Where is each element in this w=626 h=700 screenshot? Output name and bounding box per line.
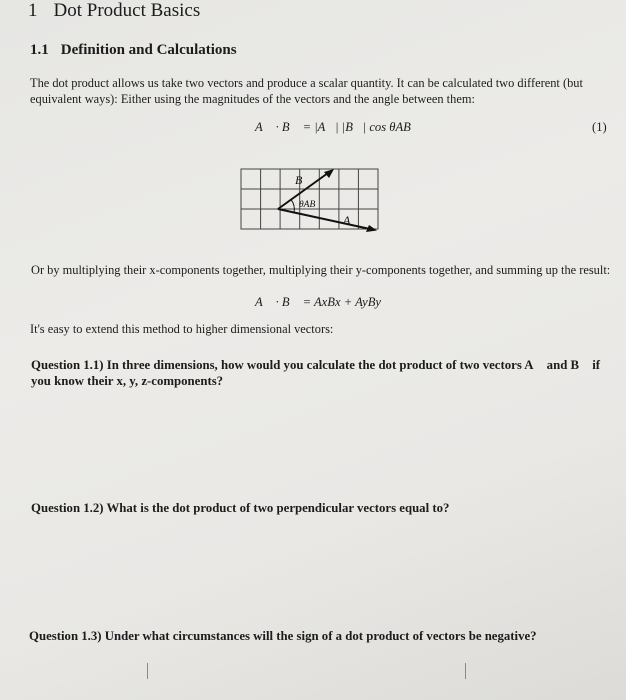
subsection-title: Definition and Calculations <box>60 42 237 58</box>
section-title: Dot Product Basics <box>53 0 201 21</box>
components-paragraph: Or by multiplying their x-components together, multiplying their y-components together, and summing up the result: <box>31 263 611 277</box>
label-a: A⃗ <box>343 213 360 227</box>
text-cursor-left <box>147 663 148 679</box>
section-number: 1 <box>28 0 38 21</box>
angle-arc <box>291 200 294 213</box>
question-1-1: Question 1.1) In three dimensions, how would you calculate the dot product of two vectors A⃗ and B⃗ if you know their x, y, z-components? <box>31 358 601 388</box>
question-1-2: Question 1.2) What is the dot product of two perpendicular vectors equal to? <box>31 501 450 515</box>
question-1-3: Question 1.3) Under what circumstances will the sign of a dot product of vectors be negative? <box>29 629 537 643</box>
equation-component-form: A⃗ · B⃗ = AxBx + AyBy <box>255 295 381 309</box>
equation-magnitude-form: A⃗ · B⃗ = |A⃗| |B⃗| cos θAB <box>255 120 411 134</box>
text-cursor-right <box>465 663 466 679</box>
subsection-number: 1.1 <box>30 42 49 58</box>
vector-b-arrowhead <box>324 169 334 178</box>
subsection-heading <box>30 42 237 59</box>
vector-diagram <box>238 166 384 236</box>
label-theta: θAB <box>299 200 316 210</box>
intro-paragraph: The dot product allows us take two vectors and produce a scalar quantity. It can be calculated two different (but equivalent ways): Either using the magnitudes of the vectors and the angle between them: <box>30 76 583 106</box>
section-heading <box>28 0 200 22</box>
label-b: B⃗ <box>295 173 312 187</box>
extend-paragraph: It's easy to extend this method to higher dimensional vectors: <box>30 322 334 336</box>
equation-number: (1) <box>592 120 607 134</box>
